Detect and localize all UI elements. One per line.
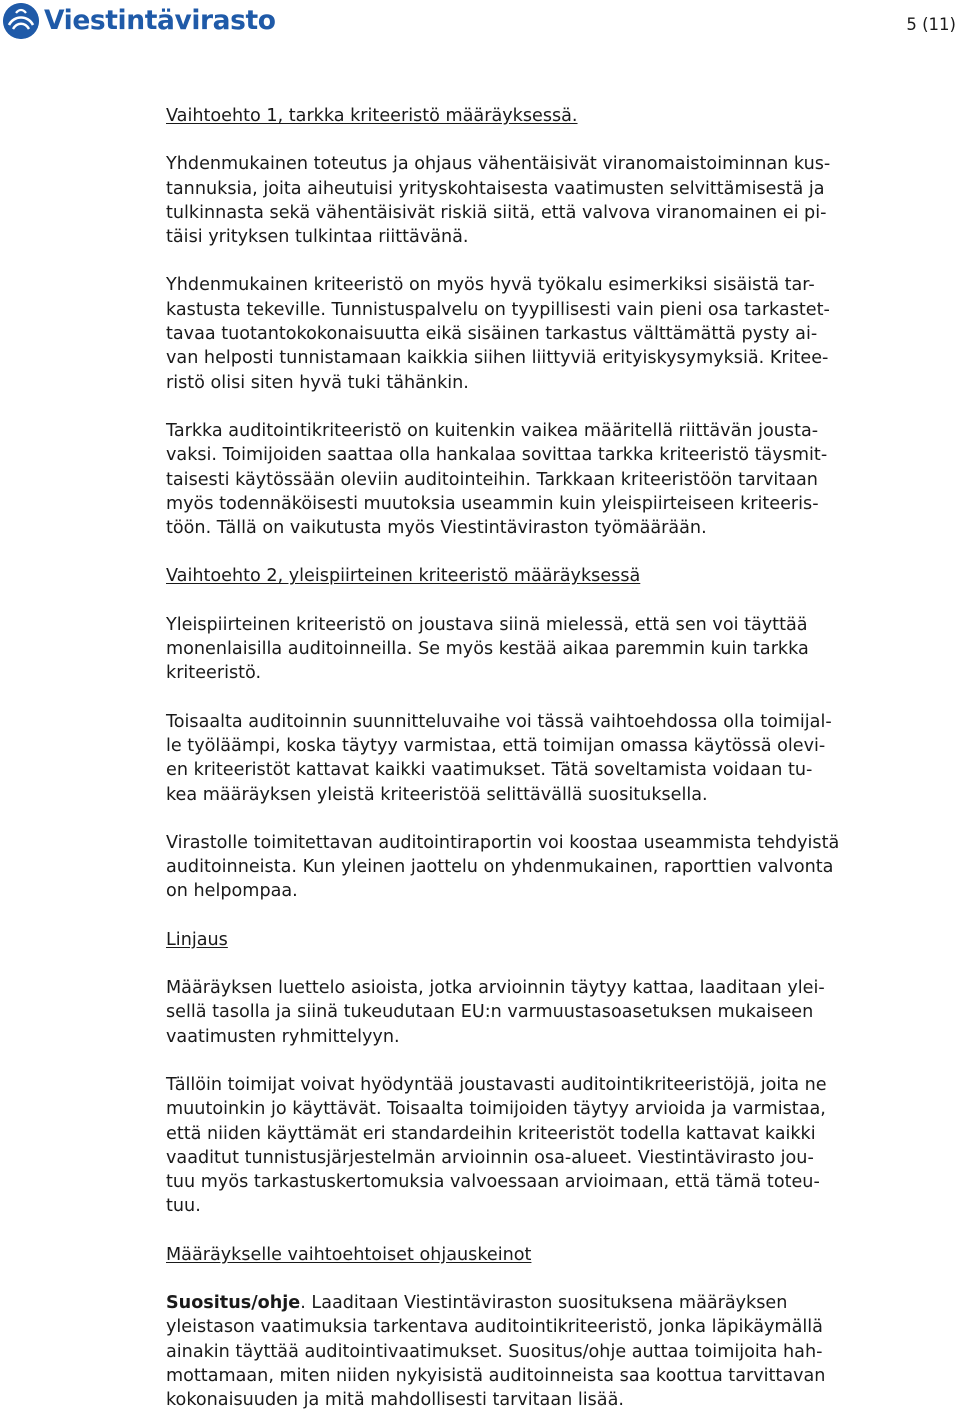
section-heading-option-1: Vaihtoehto 1, tarkka kriteeristö määräyksessä.	[166, 106, 578, 126]
document-body	[166, 104, 958, 1412]
paragraph	[166, 1291, 958, 1412]
paragraph: Tällöin toimijat voivat hyödyntää joustavasti auditointikriteeristöjä, joita ne muutoinkin jo käyttävät. Toisaalta toimijoiden täytyy arvioida ja varmistaa, että niiden käyttämät eri standardeihin kriteeristöt todella kattavat kaikki vaaditut tunnistusjärjestelmän arvioinnin osa-alueet. Viestintävirasto jou- tuu myös tarkastuskertomuksia valvoessaan arvioimaan, että tämä toteu- tuu.	[166, 1074, 827, 1217]
logo-emblem-icon	[3, 3, 39, 39]
page-number: 5 (11)	[906, 15, 956, 34]
paragraph: Määräyksen luettelo asioista, jotka arvioinnin täytyy kattaa, laaditaan ylei- sellä tasolla ja siinä tukeudutaan EU:n varmuustasoasetuksen mukaiseen vaatimusten ryhmittelyyn.	[166, 978, 825, 1047]
section-heading-alternatives: Määräykselle vaihtoehtoiset ohjauskeinot	[166, 1244, 532, 1265]
logo-text: Viestintävirasto	[44, 5, 276, 36]
paragraph: Toisaalta auditoinnin suunnitteluvaihe voi tässä vaihtoehdossa olla toimijal- le työläämpi, koska täytyy varmistaa, että toimijan omassa käytössä olevi- en kriteeristöt kattavat kaikki vaatimukset. Tätä soveltamista voidaan tu- kea määräyksen yleistä kriteeristöä selittävällä suosituksella.	[166, 711, 832, 805]
paragraph-text: . Laaditaan Viestintäviraston suosituksena määräyksen yleistason vaatimuksia tarkentava auditointikriteeristö, jonka läpikäymällä ainakin täyttää auditointivaatimukset. Suositus/ohje auttaa toimijoita hah- mottamaan, miten niiden nykyisistä auditoinneista saa koottua tarvittavan kokonaisuuden ja mitä mahdollisesti tarvitaan lisää.	[166, 1292, 826, 1411]
paragraph: Tarkka auditointikriteeristö on kuitenkin vaikea määritellä riittävän jousta- vaksi. Toimijoiden saattaa olla hankalaa sovittaa tarkka kriteeristö täysmit- taisesti käytössään oleviin auditointeihin. Tarkkaan kriteeristöön tarvitaan myös todennäköisesti muutoksia useammin kuin yleispiirteiseen kriteeris- töön. Tällä on vaikutusta myös Viestintäviraston työmäärään.	[166, 420, 828, 539]
bold-term: Suositus/ohje	[166, 1292, 301, 1313]
paragraph: Yhdenmukainen kriteeristö on myös hyvä työkalu esimerkiksi sisäistä tar- kastusta tekeville. Tunnistuspalvelu on tyypillisesti vain pieni osa tarkastet- tavaa tuotantokokonaisuutta eikä sisäinen tarkastus välttämättä pysty ai- van helposti tunnistamaan kaikkia siihen liittyviä erityiskysymyksiä. Kritee- ristö olisi siten hyvä tuki tähänkin.	[166, 275, 830, 393]
viestintavirasto-logo	[3, 3, 276, 39]
paragraph: Yleispiirteinen kriteeristö on joustava siinä mielessä, että sen voi täyttää monenlaisilla auditoinneilla. Se myös kestää aikaa paremmin kuin tarkka kriteeristö.	[166, 614, 809, 684]
page-header	[0, 0, 960, 60]
section-heading-linjaus: Linjaus	[166, 929, 228, 950]
paragraph: Virastolle toimitettavan auditointiraportin voi koostaa useammista tehdyistä auditoinneista. Kun yleinen jaottelu on yhdenmukainen, raporttien valvonta on helpompaa.	[166, 832, 840, 902]
section-heading-option-2: Vaihtoehto 2, yleispiirteinen kriteeristö määräyksessä	[166, 566, 641, 587]
paragraph: Yhdenmukainen toteutus ja ohjaus vähentäisivät viranomaistoiminnan kus- tannuksia, joita aiheutuisi yrityskohtaisesta vaatimusten selvittämisestä ja tulkinnasta sekä vähentäisivät riskiä siitä, että valvova viranomainen ei pi- täisi yrityksen tulkintaa riittävänä.	[166, 154, 831, 248]
